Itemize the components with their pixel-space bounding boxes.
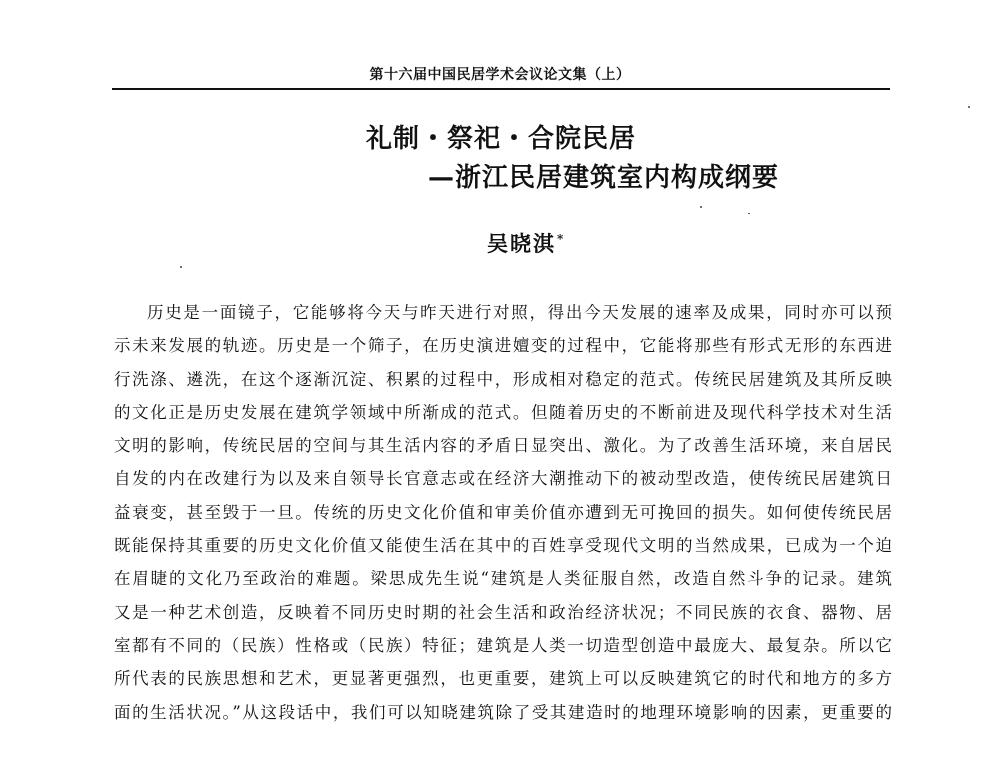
body-line: 既能保持其重要的历史文化价值又能使生活在其中的百姓享受现代文明的当然成果，已成为一个迫	[114, 536, 892, 556]
header-rule	[112, 88, 890, 90]
body-line: 所代表的民族思想和艺术，更显著更强烈，也更重要，建筑上可以反映建筑它的时代和地方的多方	[114, 669, 892, 689]
author-line	[487, 228, 565, 258]
body-line: 益衰变，甚至毁于一旦。传统的历史文化价值和审美价值亦遭到无可挽回的损失。如何使传统民居	[114, 502, 892, 522]
body-line: 的文化正是历史发展在建筑学领域中所渐成的范式。但随着历史的不断前进及现代科学技术对生活	[114, 402, 892, 422]
body-line: 面的生活状况。”从这段话中，我们可以知晓建筑除了受其建造时的地理环境影响的因素，更重要的	[114, 702, 892, 722]
scan-speck	[180, 266, 182, 268]
body-line: 文明的影响，传统民居的空间与其生活内容的矛盾日显突出、激化。为了改善生活环境，来自居民	[114, 436, 892, 456]
body-line: 历史是一面镜子，它能够将今天与昨天进行对照，得出今天发展的速率及成果，同时亦可以预	[147, 303, 892, 322]
body-line: 在眉睫的文化乃至政治的难题。梁思成先生说“建筑是人类征服自然，改造自然斗争的记录。建筑	[114, 569, 892, 589]
body-line: 自发的内在改建行为以及来自领导长官意志或在经济大潮推动下的被动型改造，使传统民居建筑日	[114, 469, 892, 489]
scan-speck	[700, 206, 702, 208]
scan-speck	[748, 213, 750, 214]
body-line: 行洗涤、遴洗，在这个逐渐沉淀、积累的过程中，形成相对稳定的范式。传统民居建筑及其所反映	[114, 369, 892, 389]
author-footnote-mark: *	[557, 232, 566, 246]
body-line: 又是一种艺术创造，反映着不同历史时期的社会生活和政治经济状况；不同民族的衣食、器物、居	[114, 602, 892, 622]
body-line: 室都有不同的（民族）性格或（民族）特征；建筑是人类一切造型创造中最庞大、最复杂。所以它	[114, 635, 892, 655]
body-paragraph	[114, 296, 892, 729]
paper-subtitle: —浙江民居建筑室内构成纲要	[428, 163, 780, 193]
author-name: 吴晓淇	[487, 231, 556, 256]
running-header: 第十六届中国民居学术会议论文集（上）	[369, 67, 631, 83]
paper-title: 礼制・祭祀・合院民居	[366, 124, 637, 154]
body-line: 示未来发展的轨迹。历史是一个筛子，在历史演进嬗变的过程中，它能将那些有形式无形的东西进	[114, 336, 892, 356]
scan-speck	[968, 106, 970, 108]
